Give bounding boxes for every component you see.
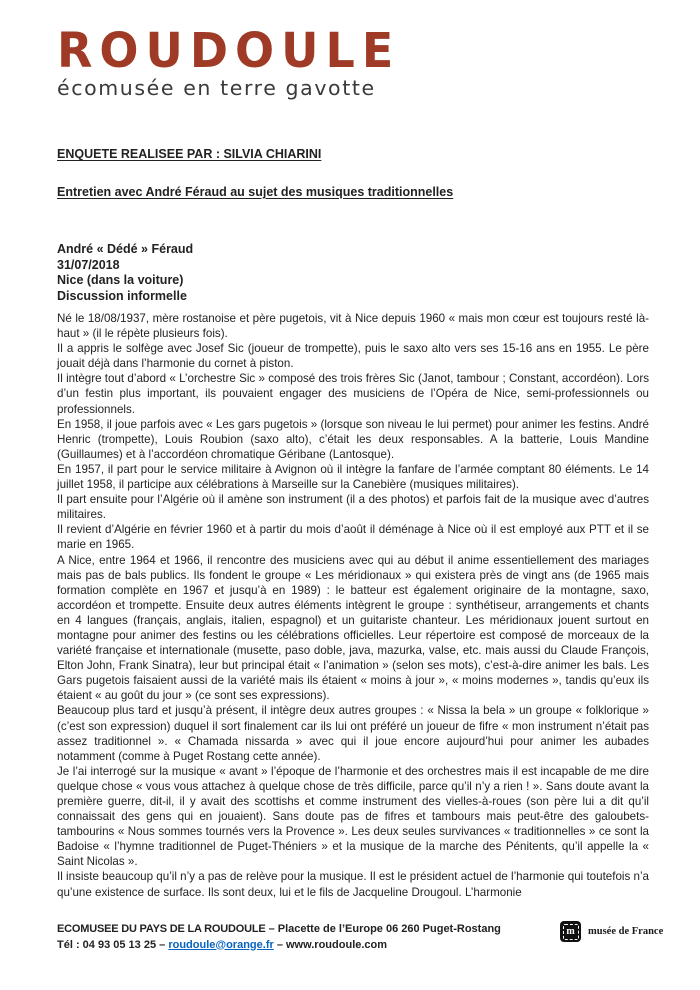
meta-type: Discussion informelle [57, 288, 187, 303]
meta-location: Nice (dans la voiture) [57, 273, 184, 287]
paragraph: Beaucoup plus tard et jusqu’à présent, il intègre deux autres groupes : « Nissa la bela » un groupe « folklorique » (c’est son expression) duquel il sort finalement car ils lui ont préféré un joueur de fifre « mon instrument n’était pas assez traditionnel ». « Chamada nissarda » avec qui il joue encore aujourd’hui pour animer les aubades notamment (comme à Puget Rostang cette année). [57, 704, 649, 763]
interview-title: Entretien avec André Féraud au sujet des musiques traditionnelles [57, 185, 454, 199]
paragraph: En 1957, il part pour le service militaire à Avignon où il intègre la fanfare de l’armée comptant 80 éléments. Le 14 juillet 1958, il participe aux célébrations à Marseille sur la Canebière (musiques militaires). [57, 462, 649, 492]
footer-address: – Placette de l’Europe 06 260 Puget-Rostang [265, 923, 501, 935]
footer-website: – www.roudoule.com [273, 938, 388, 951]
paragraph: Il intègre tout d’abord « L’orchestre Sic » composé des trois frères Sic (Janot, tambour ; Constant, accordéon). Lors d’un festin plus important, ils pouvaient engager des musiciens de l’Opéra de Nice, semi-professionnels ou professionnels. [57, 372, 649, 416]
paragraph: Il insiste beaucoup qu’il n’y a pas de relève pour la musique. Il est le président actuel de l’harmonie qui toutefois n’a qu’une existence de surface. Ils sont deux, lui et le fils de Jacqueline Drougoul. L’harmonie [57, 870, 649, 899]
roudoule-logo [57, 21, 401, 100]
musee-m-glyph: m [563, 924, 579, 940]
paragraph: Né le 18/08/1937, mère rostanoise et père pugetois, vit à Nice depuis 1960 « mais mon cœur est toujours resté là-haut » (il le répète plusieurs fois). [57, 312, 649, 341]
email-link[interactable]: roudoule@orange.fr [168, 938, 274, 951]
musee-de-france-label: musée de France [588, 926, 664, 937]
musee-de-france-icon [560, 921, 581, 942]
paragraph: Il revient d’Algérie en février 1960 et à partir du mois d’août il déménage à Nice où il est employé aux PTT et il se marie en 1965. [57, 523, 649, 552]
logo-wordmark: ROUDOULE [57, 21, 401, 79]
paragraph: Je l’ai interrogé sur la musique « avant » l’époque de l’harmonie et des orchestres mais il est incapable de me dire quelque chose « vous vous attachez à quelque chose de très difficile, parce qu’il n’y a rien ! ». Sans doute avant la première guerre, dit-il, il y avait des scottishs et comme instrument des vielles-à-roues (son père lui a dit qu’il connaissait des gens qui en jouaient). Sans doute pas de fifres et tambours mais peut-être des galoubets-tambourins « Nous sommes tournés vers la Provence ». Les deux seules survivances « traditionnelles » ce sont la Badoise « l’hymne traditionnel de Puget-Théniers » et la musique de la marche des Pénitents, qu’il appelle la « Saint Nicolas ». [57, 764, 649, 869]
footer-org-name: ECOMUSEE DU PAYS DE LA ROUDOULE [57, 923, 266, 935]
paragraph: A Nice, entre 1964 et 1966, il rencontre des musiciens avec qui au début il anime essentiellement des mariages mais pas de bals publics. Ils fondent le groupe « Les méridionaux » qui existera près de vingt ans (de 1965 mais formation complète en 1967 et jusqu’à en 1989) : le batteur est également originaire de la montagne, saxo, accordéon et trompette. Ensuite deux autres éléments intègrent le groupe : synthétiseur, arrangements et chants en 4 langues (français, anglais, italien, espagnol) et un guitariste chanteur. Les méridionaux jouent surtout en montagne pour animer des festins ou les célébrations officielles. Leur répertoire est composé de morceaux de la variété française et internationale (musette, paso doble, java, mazurka, valse, etc. mais aussi du Claude François, Elton John, Frank Sinatra), leur but principal était « l’animation » (selon ses mots), c’est-à-dire animer les bals. Les Gars pugetois faisaient aussi de la variété mais ils étaient « moins à jour », « moins modernes », tandis qu’eux ils étaient « au goût du jour » (ce sont ses expressions). [57, 553, 649, 703]
interview-body [57, 311, 649, 900]
meta-date: 31/07/2018 [57, 257, 120, 272]
paragraph: Il part ensuite pour l’Algérie où il amène son instrument (il a des photos) et parfois fait de la musique avec d’autres militaires. [57, 493, 649, 522]
meta-interviewee: André « Dédé » Féraud [57, 242, 194, 256]
interview-meta [57, 242, 193, 304]
paragraph: En 1958, il joue parfois avec « Les gars pugetois » (lorsque son niveau le lui permet) pour animer les festins. André Henric (trompette), Louis Roubion (saxo alto), c’était les deux responsables. A la batterie, Louis Mandine (Guillaumes) et à l’accordéon chromatique Géribane (Lantosque). [57, 417, 649, 461]
logo-tagline: écomusée en terre gavotte [57, 76, 376, 100]
survey-title: ENQUETE REALISEE PAR : SILVIA CHIARINI [57, 147, 322, 161]
musee-de-france-logo [560, 921, 663, 942]
paragraph: Il a appris le solfège avec Josef Sic (joueur de trompette), puis le saxo alto vers ses 15-16 ans en 1955. Le père jouait déjà dans l’harmonie du cornet à piston. [57, 342, 649, 371]
footer-phone: Tél : 04 93 05 13 25 – [57, 938, 169, 951]
